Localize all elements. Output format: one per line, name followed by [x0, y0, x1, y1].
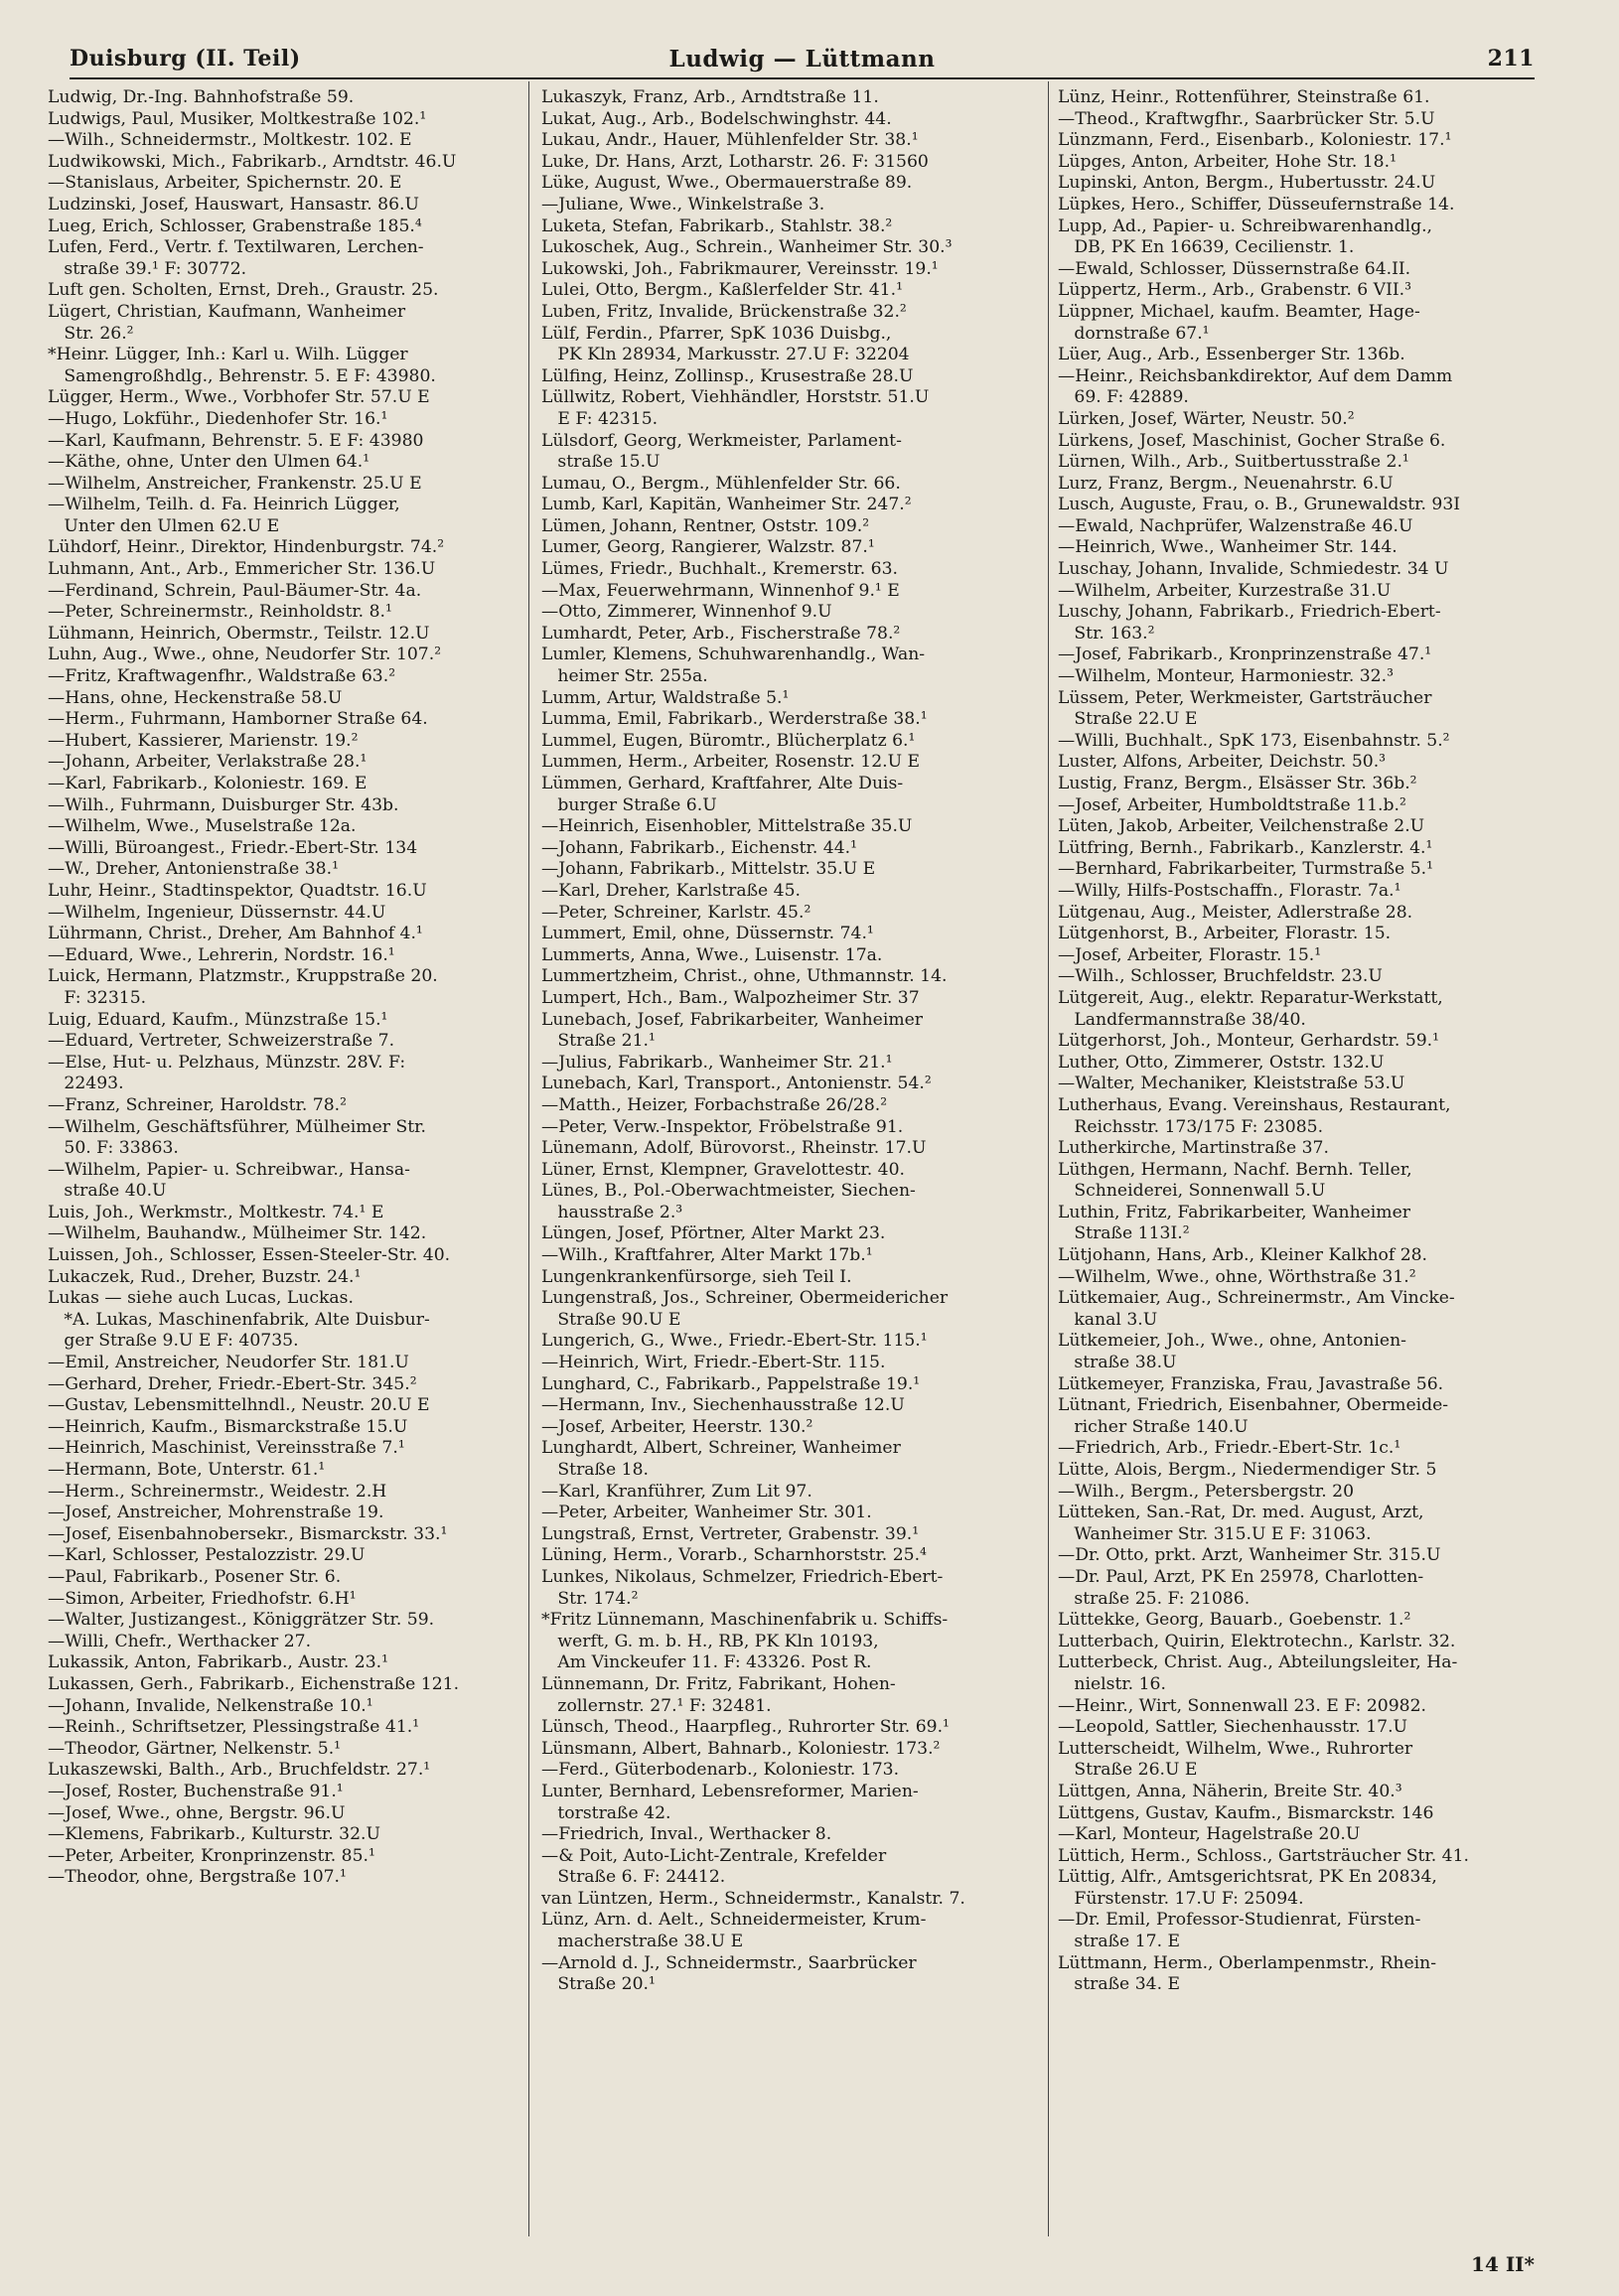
- directory-entry-line: —Otto, Zimmerer, Winnenhof 9.U: [541, 602, 832, 623]
- directory-column-3: [1058, 87, 1525, 1996]
- directory-entry-line: —Theodor, Gärtner, Nelkenstr. 5.¹: [48, 1738, 342, 1759]
- directory-entry-line: zollernstr. 27.¹ F: 32481.: [541, 1695, 772, 1716]
- directory-entry-line: Lumb, Karl, Kapitän, Wanheimer Str. 247.²: [541, 495, 912, 515]
- directory-entry-line: Lütgerhorst, Joh., Monteur, Gerhardstr. 59.¹: [1058, 1031, 1440, 1052]
- directory-entry-line: —Ewald, Schlosser, Düssernstraße 64.II.: [1058, 258, 1411, 279]
- directory-entry-line: Lüttgens, Gustav, Kaufm., Bismarckstr. 146: [1058, 1802, 1434, 1823]
- directory-entry-line: straße 17. E: [1058, 1932, 1181, 1952]
- directory-entry-line: —Ferd., Güterbodenarb., Koloniestr. 173.: [541, 1760, 900, 1781]
- directory-entry-line: —Peter, Arbeiter, Wanheimer Str. 301.: [541, 1503, 872, 1523]
- directory-entry-line: —Josef, Wwe., ohne, Bergstr. 96.U: [48, 1802, 346, 1823]
- directory-entry-line: werft, G. m. b. H., RB, PK Kln 10193,: [541, 1631, 879, 1651]
- directory-entry-line: —Herm., Schreinermstr., Weidestr. 2.H: [48, 1481, 387, 1502]
- directory-entry-line: Lunebach, Josef, Fabrikarbeiter, Wanheimer: [541, 1009, 924, 1030]
- directory-entry-line: Lufen, Ferd., Vertr. f. Textilwaren, Lerchen-: [48, 237, 424, 258]
- directory-entry-line: —Walter, Mechaniker, Kleiststraße 53.U: [1058, 1074, 1405, 1094]
- directory-entry-line: hausstraße 2.³: [541, 1202, 683, 1222]
- directory-entry-line: —Peter, Schreiner, Karlstr. 45.²: [541, 902, 811, 923]
- directory-entry-line: —Johann, Fabrikarb., Mittelstr. 35.U E: [541, 859, 876, 880]
- directory-entry-line: —Karl, Kaufmann, Behrenstr. 5. E F: 43980: [48, 430, 424, 451]
- directory-entry-line: Lummertzheim, Christ., ohne, Uthmannstr. 14.: [541, 966, 948, 987]
- directory-entry-line: Lukowski, Joh., Fabrikmaurer, Vereinsstr. 19.¹: [541, 258, 939, 279]
- directory-entry-line: —Willi, Buchhalt., SpK 173, Eisenbahnstr. 5.²: [1058, 730, 1450, 751]
- directory-entry-line: Lunebach, Karl, Transport., Antonienstr. 54.²: [541, 1074, 932, 1094]
- directory-entry-line: Straße 113I.²: [1058, 1223, 1190, 1244]
- directory-entry-line: Straße 21.¹: [541, 1031, 656, 1052]
- directory-entry-line: —Heinrich, Kaufm., Bismarckstraße 15.U: [48, 1416, 408, 1437]
- directory-entry-line: Straße 20.¹: [541, 1974, 656, 1995]
- directory-entry-line: —Josef, Anstreicher, Mohrenstraße 19.: [48, 1503, 384, 1523]
- directory-entry-line: —Karl, Schlosser, Pestalozzistr. 29.U: [48, 1545, 366, 1566]
- directory-entry-line: Ludwikowski, Mich., Fabrikarb., Arndtstr. 46.U: [48, 151, 457, 172]
- directory-entry-line: —Eduard, Vertreter, Schweizerstraße 7.: [48, 1031, 395, 1052]
- directory-entry-line: —Wilh., Kraftfahrer, Alter Markt 17b.¹: [541, 1245, 873, 1266]
- directory-entry-line: Lupp, Ad., Papier- u. Schreibwarenhandlg.,: [1058, 215, 1432, 236]
- directory-entry-line: —Hubert, Kassierer, Marienstr. 19.²: [48, 730, 359, 751]
- directory-entry-line: Straße 26.U E: [1058, 1760, 1198, 1781]
- directory-entry-line: Ludwigs, Paul, Musiker, Moltkestraße 102.¹: [48, 108, 427, 129]
- directory-entry-line: Lukat, Aug., Arb., Bodelschwinghstr. 44.: [541, 108, 892, 129]
- directory-entry-line: Lunter, Bernhard, Lebensreformer, Marien-: [541, 1781, 919, 1801]
- directory-entry-line: —Heinr., Wirt, Sonnenwall 23. E F: 20982.: [1058, 1695, 1426, 1716]
- directory-entry-line: Lutterscheidt, Wilhelm, Wwe., Ruhrorter: [1058, 1738, 1413, 1759]
- directory-entry-line: Lukassik, Anton, Fabrikarb., Austr. 23.¹: [48, 1652, 389, 1673]
- directory-entry-line: —Dr. Emil, Professor-Studienrat, Fürsten-: [1058, 1910, 1421, 1931]
- directory-entry-line: Lütgenau, Aug., Meister, Adlerstraße 28.: [1058, 902, 1413, 923]
- directory-entry-line: —Wilhelm, Monteur, Harmoniestr. 32.³: [1058, 666, 1394, 687]
- directory-entry-line: Str. 174.²: [541, 1588, 639, 1609]
- directory-entry-line: Lusch, Auguste, Frau, o. B., Grunewaldstr. 93I: [1058, 495, 1461, 515]
- directory-entry-line: *A. Lukas, Maschinenfabrik, Alte Duisbur-: [48, 1309, 430, 1330]
- directory-entry-line: —Theodor, ohne, Bergstraße 107.¹: [48, 1867, 347, 1888]
- directory-entry-line: —Juliane, Wwe., Winkelstraße 3.: [541, 194, 825, 215]
- directory-entry-line: —Franz, Schreiner, Haroldstr. 78.²: [48, 1094, 347, 1115]
- directory-entry-line: 50. F: 33863.: [48, 1138, 179, 1159]
- directory-entry-line: Lutherkirche, Martinstraße 37.: [1058, 1138, 1329, 1159]
- directory-entry-line: straße 38.U: [1058, 1353, 1177, 1373]
- directory-entry-line: —Herm., Fuhrmann, Hamborner Straße 64.: [48, 709, 428, 730]
- directory-entry-line: Lutherhaus, Evang. Vereinshaus, Restaurant,: [1058, 1094, 1451, 1115]
- directory-entry-line: Lütgenhorst, B., Arbeiter, Florastr. 15.: [1058, 924, 1392, 944]
- directory-entry-line: Lütfring, Bernh., Fabrikarb., Kanzlerstr. 4.¹: [1058, 837, 1433, 858]
- directory-entry-line: —Willi, Büroangest., Friedr.-Ebert-Str. 134: [48, 837, 418, 858]
- directory-entry-line: F: 32315.: [48, 987, 147, 1008]
- directory-entry-line: Unter den Ulmen 62.U E: [48, 515, 280, 536]
- directory-entry-line: Lüssem, Peter, Werkmeister, Gartsträucher: [1058, 687, 1432, 708]
- directory-entry-line: Ludwig, Dr.-Ing. Bahnhofstraße 59.: [48, 87, 355, 107]
- column-divider: [1048, 81, 1049, 2236]
- directory-entry-line: Lukaczek, Rud., Dreher, Buzstr. 24.¹: [48, 1266, 362, 1287]
- directory-entry-line: —Else, Hut- u. Pelzhaus, Münzstr. 28V. F:: [48, 1052, 406, 1073]
- directory-entry-line: Lüllwitz, Robert, Viehhändler, Horststr. 51.U: [541, 387, 930, 408]
- directory-entry-line: —Wilhelm, Papier- u. Schreibwar., Hansa-: [48, 1159, 410, 1180]
- directory-entry-line: Lünes, B., Pol.-Oberwachtmeister, Siechen-: [541, 1181, 916, 1202]
- directory-entry-line: —Simon, Arbeiter, Friedhofstr. 6.H¹: [48, 1588, 357, 1609]
- directory-entry-line: Luster, Alfons, Arbeiter, Deichstr. 50.³: [1058, 752, 1387, 773]
- directory-entry-line: —Josef, Fabrikarb., Kronprinzenstraße 47.¹: [1058, 645, 1432, 665]
- directory-entry-line: Lüpges, Anton, Arbeiter, Hohe Str. 18.¹: [1058, 151, 1397, 172]
- directory-entry-line: Lühmann, Heinrich, Obermstr., Teilstr. 12.U: [48, 623, 430, 644]
- directory-entry-line: —Josef, Roster, Buchenstraße 91.¹: [48, 1781, 344, 1801]
- directory-entry-line: Lunghardt, Albert, Schreiner, Wanheimer: [541, 1438, 901, 1459]
- directory-entry-line: Lütjohann, Hans, Arb., Kleiner Kalkhof 28.: [1058, 1245, 1428, 1266]
- directory-entry-line: Lurz, Franz, Bergm., Neuenahrstr. 6.U: [1058, 473, 1394, 494]
- directory-entry-line: —Wilhelm, Wwe., Muselstraße 12a.: [48, 816, 357, 837]
- directory-entry-line: straße 40.U: [48, 1181, 167, 1202]
- directory-entry-line: Lüner, Ernst, Klempner, Gravelottestr. 40.: [541, 1159, 905, 1180]
- directory-entry-line: —Karl, Kranführer, Zum Lit 97.: [541, 1481, 812, 1502]
- directory-entry-line: —Wilhelm, Teilh. d. Fa. Heinrich Lügger,: [48, 495, 400, 515]
- directory-entry-line: Lukas — siehe auch Lucas, Luckas.: [48, 1288, 354, 1309]
- directory-entry-line: Lülsdorf, Georg, Werkmeister, Parlament-: [541, 430, 902, 451]
- directory-entry-line: Lummert, Emil, ohne, Düssernstr. 74.¹: [541, 924, 874, 944]
- directory-entry-line: Luig, Eduard, Kaufm., Münzstraße 15.¹: [48, 1009, 388, 1030]
- footer-signature: 14 II*: [1471, 2252, 1535, 2276]
- directory-entry-line: Lüke, August, Wwe., Obermauerstraße 89.: [541, 173, 913, 194]
- directory-entry-line: —Johann, Fabrikarb., Eichenstr. 44.¹: [541, 837, 857, 858]
- directory-entry-line: Lügert, Christian, Kaufmann, Wanheimer: [48, 301, 406, 322]
- directory-entry-line: —Max, Feuerwehrmann, Winnenhof 9.¹ E: [541, 580, 900, 601]
- directory-entry-line: Lünz, Heinr., Rottenführer, Steinstraße 61.: [1058, 87, 1430, 107]
- directory-entry-line: Lüttgen, Anna, Näherin, Breite Str. 40.³: [1058, 1781, 1402, 1801]
- directory-entry-line: Lukassen, Gerh., Fabrikarb., Eichenstraße 121.: [48, 1673, 460, 1694]
- directory-entry-line: —Hermann, Bote, Unterstr. 61.¹: [48, 1460, 326, 1480]
- directory-entry-line: —Ewald, Nachprüfer, Walzenstraße 46.U: [1058, 515, 1413, 536]
- directory-entry-line: —Josef, Arbeiter, Humboldtstraße 11.b.²: [1058, 794, 1406, 815]
- directory-entry-line: Lüning, Herm., Vorarb., Scharnhorststr. 25.⁴: [541, 1545, 927, 1566]
- directory-entry-line: Wanheimer Str. 315.U E F: 31063.: [1058, 1523, 1372, 1544]
- directory-entry-line: Lünnemann, Dr. Fritz, Fabrikant, Hohen-: [541, 1673, 896, 1694]
- directory-entry-line: Lunghard, C., Fabrikarb., Pappelstraße 19.¹: [541, 1373, 921, 1394]
- directory-entry-line: —Heinrich, Wirt, Friedr.-Ebert-Str. 115.: [541, 1353, 886, 1373]
- directory-entry-line: —Wilhelm, Wwe., ohne, Wörthstraße 31.²: [1058, 1266, 1416, 1287]
- directory-entry-line: burger Straße 6.U: [541, 794, 717, 815]
- directory-column-1: [48, 87, 515, 1889]
- directory-entry-line: —Julius, Fabrikarb., Wanheimer Str. 21.¹: [541, 1052, 893, 1073]
- directory-entry-line: Lütgereit, Aug., elektr. Reparatur-Werkstatt,: [1058, 987, 1443, 1008]
- directory-entry-line: —Wilhelm, Anstreicher, Frankenstr. 25.U E: [48, 473, 422, 494]
- directory-entry-line: —& Poit, Auto-Licht-Zentrale, Krefelder: [541, 1845, 887, 1866]
- directory-entry-line: —Paul, Fabrikarb., Posener Str. 6.: [48, 1566, 342, 1587]
- directory-entry-line: —Fritz, Kraftwagenfhr., Waldstraße 63.²: [48, 666, 396, 687]
- directory-entry-line: —Walter, Justizangest., Königgrätzer Str. 59.: [48, 1610, 435, 1631]
- directory-entry-line: Lunkes, Nikolaus, Schmelzer, Friedrich-Ebert-: [541, 1566, 944, 1587]
- directory-entry-line: Lümen, Johann, Rentner, Oststr. 109.²: [541, 515, 870, 536]
- directory-entry-line: Luthin, Fritz, Fabrikarbeiter, Wanheimer: [1058, 1202, 1410, 1222]
- directory-entry-line: Lutterbach, Quirin, Elektrotechn., Karlstr. 32.: [1058, 1631, 1456, 1651]
- directory-entry-line: nielstr. 16.: [1058, 1673, 1166, 1694]
- directory-entry-line: Lupinski, Anton, Bergm., Hubertusstr. 24.U: [1058, 173, 1436, 194]
- directory-entry-line: —Willy, Hilfs-Postschaffn., Florastr. 7a.¹: [1058, 880, 1401, 901]
- directory-entry-line: —Karl, Monteur, Hagelstraße 20.U: [1058, 1824, 1361, 1845]
- directory-entry-line: —Heinrich, Wwe., Wanheimer Str. 144.: [1058, 537, 1398, 558]
- directory-entry-line: macherstraße 38.U E: [541, 1932, 744, 1952]
- directory-entry-line: Lünsmann, Albert, Bahnarb., Koloniestr. 173.²: [541, 1738, 941, 1759]
- directory-entry-line: Lülfing, Heinz, Zollinsp., Krusestraße 28.U: [541, 365, 914, 386]
- directory-entry-line: torstraße 42.: [541, 1802, 671, 1823]
- directory-entry-line: —Emil, Anstreicher, Neudorfer Str. 181.U: [48, 1353, 409, 1373]
- directory-entry-line: —Klemens, Fabrikarb., Kulturstr. 32.U: [48, 1824, 380, 1845]
- directory-entry-line: *Fritz Lünnemann, Maschinenfabrik u. Schiffs-: [541, 1610, 949, 1631]
- directory-entry-line: Ludzinski, Josef, Hauswart, Hansastr. 86.U: [48, 194, 419, 215]
- directory-entry-line: Str. 26.²: [48, 323, 134, 344]
- directory-entry-line: Fürstenstr. 17.U F: 25094.: [1058, 1888, 1304, 1909]
- directory-entry-line: —Wilhelm, Arbeiter, Kurzestraße 31.U: [1058, 580, 1392, 601]
- directory-entry-line: Lutterbeck, Christ. Aug., Abteilungsleiter, Ha-: [1058, 1652, 1458, 1673]
- directory-entry-line: Lummerts, Anna, Wwe., Luisenstr. 17a.: [541, 944, 883, 965]
- directory-entry-line: —Gustav, Lebensmittelhndl., Neustr. 20.U E: [48, 1395, 430, 1416]
- directory-entry-line: —Reinh., Schriftsetzer, Plessingstraße 41.¹: [48, 1717, 420, 1738]
- directory-entry-line: Lügger, Herm., Wwe., Vorbhofer Str. 57.U E: [48, 387, 430, 408]
- directory-entry-line: Lüthgen, Hermann, Nachf. Bernh. Teller,: [1058, 1159, 1412, 1180]
- directory-entry-line: Straße 90.U E: [541, 1309, 681, 1330]
- directory-entry-line: —Wilhelm, Ingenieur, Düssernstr. 44.U: [48, 902, 386, 923]
- directory-entry-line: Lüppertz, Herm., Arb., Grabenstr. 6 VII.³: [1058, 280, 1412, 301]
- directory-entry-line: —Willi, Chefr., Werthacker 27.: [48, 1631, 312, 1651]
- directory-entry-line: Reichsstr. 173/175 F: 23085.: [1058, 1116, 1324, 1137]
- directory-entry-line: —Wilhelm, Geschäftsführer, Mülheimer Str.: [48, 1116, 426, 1137]
- directory-entry-line: Lührmann, Christ., Dreher, Am Bahnhof 4.¹: [48, 924, 423, 944]
- directory-entry-line: Lumm, Artur, Waldstraße 5.¹: [541, 687, 790, 708]
- directory-entry-line: Lumhardt, Peter, Arb., Fischerstraße 78.²: [541, 623, 901, 644]
- directory-entry-line: —Heinr., Reichsbankdirektor, Auf dem Damm: [1058, 365, 1453, 386]
- directory-column-2: [541, 87, 1008, 1996]
- directory-entry-line: Straße 22.U E: [1058, 709, 1198, 730]
- directory-entry-line: Lürkens, Josef, Maschinist, Gocher Straße 6.: [1058, 430, 1446, 451]
- directory-entry-line: —Friedrich, Inval., Werthacker 8.: [541, 1824, 832, 1845]
- directory-entry-line: Lümmen, Gerhard, Kraftfahrer, Alte Duis-: [541, 774, 904, 793]
- directory-entry-line: Lummen, Herm., Arbeiter, Rosenstr. 12.U E: [541, 752, 921, 773]
- page-number: 211: [1487, 46, 1535, 72]
- directory-entry-line: —Gerhard, Dreher, Friedr.-Ebert-Str. 345.²: [48, 1373, 417, 1394]
- directory-entry-line: Lümes, Friedr., Buchhalt., Kremerstr. 63.: [541, 559, 898, 580]
- directory-entry-line: Lüttich, Herm., Schloss., Gartsträucher Str. 41.: [1058, 1845, 1470, 1866]
- directory-entry-line: Lumer, Georg, Rangierer, Walzstr. 87.¹: [541, 537, 875, 558]
- directory-entry-line: —Wilh., Fuhrmann, Duisburger Str. 43b.: [48, 794, 399, 815]
- directory-entry-line: Lüttig, Alfr., Amtsgerichtsrat, PK En 20834,: [1058, 1867, 1437, 1888]
- directory-entry-line: Landfermannstraße 38/40.: [1058, 1009, 1306, 1030]
- directory-entry-line: Lumler, Klemens, Schuhwarenhandlg., Wan-: [541, 645, 926, 665]
- directory-entry-line: —Dr. Otto, prkt. Arzt, Wanheimer Str. 315.U: [1058, 1545, 1441, 1566]
- directory-entry-line: —Wilh., Schlosser, Bruchfeldstr. 23.U: [1058, 966, 1383, 987]
- directory-entry-line: —Josef, Eisenbahnobersekr., Bismarckstr. 33.¹: [48, 1523, 448, 1544]
- directory-entry-line: Schneiderei, Sonnenwall 5.U: [1058, 1181, 1326, 1202]
- directory-entry-line: —Hugo, Lokführ., Diedenhofer Str. 16.¹: [48, 408, 388, 429]
- directory-entry-line: Luissen, Joh., Schlosser, Essen-Steeler-Str. 40.: [48, 1245, 451, 1266]
- directory-entry-line: Luben, Fritz, Invalide, Brückenstraße 32.²: [541, 301, 907, 322]
- directory-entry-line: Lüttmann, Herm., Oberlampenmstr., Rhein-: [1058, 1952, 1437, 1973]
- directory-entry-line: DB, PK En 16639, Cecilienstr. 1.: [1058, 237, 1355, 258]
- directory-entry-line: Luther, Otto, Zimmerer, Oststr. 132.U: [1058, 1052, 1385, 1073]
- directory-entry-line: Lünzmann, Ferd., Eisenbarb., Koloniestr. 17.¹: [1058, 130, 1452, 151]
- directory-entry-line: Luhr, Heinr., Stadtinspektor, Quadtstr. 16.U: [48, 880, 427, 901]
- directory-entry-line: Luick, Hermann, Platzmstr., Kruppstraße 20.: [48, 966, 438, 987]
- directory-entry-line: Lulei, Otto, Bergm., Kaßlerfelder Str. 41.¹: [541, 280, 903, 301]
- directory-entry-line: 69. F: 42889.: [1058, 387, 1189, 408]
- directory-entry-line: Lülf, Ferdin., Pfarrer, SpK 1036 Duisbg.,: [541, 323, 892, 344]
- directory-entry-line: —Arnold d. J., Schneidermstr., Saarbrücker: [541, 1952, 917, 1973]
- directory-entry-line: Lütnant, Friedrich, Eisenbahner, Obermeide-: [1058, 1395, 1449, 1416]
- directory-entry-line: Lünz, Arn. d. Aelt., Schneidermeister, Krum-: [541, 1910, 927, 1931]
- directory-entry-line: Lueg, Erich, Schlosser, Grabenstraße 185.⁴: [48, 215, 422, 236]
- directory-entry-line: Lukaszewski, Balth., Arb., Bruchfeldstr. 27.¹: [48, 1760, 431, 1781]
- directory-entry-line: —Heinrich, Eisenhobler, Mittelstraße 35.U: [541, 816, 913, 837]
- directory-entry-line: Lungenkrankenfürsorge, sieh Teil I.: [541, 1266, 852, 1287]
- directory-entry-line: —Johann, Invalide, Nelkenstraße 10.¹: [48, 1695, 373, 1716]
- directory-entry-line: Lungstraß, Ernst, Vertreter, Grabenstr. 39.¹: [541, 1523, 920, 1544]
- directory-entry-line: Straße 18.: [541, 1460, 649, 1480]
- header-name-range: Ludwig — Lüttmann: [668, 46, 936, 72]
- directory-entry-line: Lütkemeyer, Franziska, Frau, Javastraße 56.: [1058, 1373, 1444, 1394]
- directory-entry-line: —Hans, ohne, Heckenstraße 58.U: [48, 687, 343, 708]
- directory-entry-line: —Karl, Fabrikarb., Koloniestr. 169. E: [48, 774, 368, 793]
- directory-entry-line: 22493.: [48, 1074, 124, 1094]
- directory-entry-line: Lühdorf, Heinr., Direktor, Hindenburgstr. 74.²: [48, 537, 445, 558]
- directory-entry-line: —Heinrich, Maschinist, Vereinsstraße 7.¹: [48, 1438, 405, 1459]
- directory-entry-line: Lünsch, Theod., Haarpfleg., Ruhrorter Str. 69.¹: [541, 1717, 950, 1738]
- directory-entry-line: Luke, Dr. Hans, Arzt, Lotharstr. 26. F: 31560: [541, 151, 929, 172]
- directory-entry-line: —Ferdinand, Schrein, Paul-Bäumer-Str. 4a.: [48, 580, 422, 601]
- directory-entry-line: —Peter, Verw.-Inspektor, Fröbelstraße 91.: [541, 1116, 904, 1137]
- directory-entry-line: Lütkemeier, Joh., Wwe., ohne, Antonien-: [1058, 1331, 1406, 1352]
- directory-entry-line: —Theod., Kraftwgfhr., Saarbrücker Str. 5.U: [1058, 108, 1435, 129]
- directory-entry-line: E F: 42315.: [541, 408, 659, 429]
- directory-entry-line: Luhn, Aug., Wwe., ohne, Neudorfer Str. 107.²: [48, 645, 442, 665]
- directory-entry-line: Lumau, O., Bergm., Mühlenfelder Str. 66.: [541, 473, 901, 494]
- directory-entry-line: Lüngen, Josef, Pförtner, Alter Markt 23.: [541, 1223, 886, 1244]
- directory-entry-line: —Peter, Arbeiter, Kronprinzenstr. 85.¹: [48, 1845, 375, 1866]
- directory-entry-line: straße 39.¹ F: 30772.: [48, 258, 247, 279]
- directory-entry-line: Lütteken, San.-Rat, Dr. med. August, Arzt,: [1058, 1503, 1424, 1523]
- directory-entry-line: Am Vinckeufer 11. F: 43326. Post R.: [541, 1652, 872, 1673]
- directory-entry-line: heimer Str. 255a.: [541, 666, 708, 687]
- directory-entry-line: Luketa, Stefan, Fabrikarb., Stahlstr. 38.²: [541, 215, 893, 236]
- directory-entry-line: —Josef, Arbeiter, Florastr. 15.¹: [1058, 944, 1322, 965]
- header-city: Duisburg (II. Teil): [70, 46, 301, 72]
- directory-entry-line: —Dr. Paul, Arzt, PK En 25978, Charlotten-: [1058, 1566, 1424, 1587]
- directory-entry-line: straße 15.U: [541, 452, 661, 473]
- directory-entry-line: Lukoschek, Aug., Schrein., Wanheimer Str. 30.³: [541, 237, 953, 258]
- directory-entry-line: Lumpert, Hch., Bam., Walpozheimer Str. 37: [541, 987, 920, 1008]
- directory-entry-line: —Matth., Heizer, Forbachstraße 26/28.²: [541, 1094, 888, 1115]
- directory-entry-line: Lukau, Andr., Hauer, Mühlenfelder Str. 38.¹: [541, 130, 919, 151]
- page-header: [70, 44, 1535, 79]
- directory-entry-line: —Hermann, Inv., Siechenhausstraße 12.U: [541, 1395, 905, 1416]
- directory-entry-line: Lüttekke, Georg, Bauarb., Goebenstr. 1.²: [1058, 1610, 1411, 1631]
- directory-entry-line: Lustig, Franz, Bergm., Elsässer Str. 36b.²: [1058, 774, 1417, 793]
- directory-entry-line: —W., Dreher, Antonienstraße 38.¹: [48, 859, 339, 880]
- directory-entry-line: straße 34. E: [1058, 1974, 1181, 1995]
- directory-entry-line: —Käthe, ohne, Unter den Ulmen 64.¹: [48, 452, 370, 473]
- directory-entry-line: —Wilh., Bergm., Petersbergstr. 20: [1058, 1481, 1355, 1502]
- directory-entry-line: Luhmann, Ant., Arb., Emmericher Str. 136.U: [48, 559, 436, 580]
- directory-entry-line: ger Straße 9.U E F: 40735.: [48, 1331, 299, 1352]
- directory-entry-line: —Josef, Arbeiter, Heerstr. 130.²: [541, 1416, 813, 1437]
- directory-entry-line: Lungerich, G., Wwe., Friedr.-Ebert-Str. 115.¹: [541, 1331, 928, 1352]
- directory-entry-line: Lüpkes, Hero., Schiffer, Düsseufernstraße 14.: [1058, 194, 1455, 215]
- directory-entry-line: Luis, Joh., Werkmstr., Moltkestr. 74.¹ E: [48, 1202, 384, 1222]
- directory-entry-line: —Friedrich, Arb., Friedr.-Ebert-Str. 1c.¹: [1058, 1438, 1401, 1459]
- directory-entry-line: Lüten, Jakob, Arbeiter, Veilchenstraße 2.U: [1058, 816, 1425, 837]
- directory-entry-line: richer Straße 140.U: [1058, 1416, 1249, 1437]
- directory-entry-line: Lütte, Alois, Bergm., Niedermendiger Str. 5: [1058, 1460, 1437, 1480]
- directory-entry-line: Lüer, Aug., Arb., Essenberger Str. 136b.: [1058, 345, 1405, 365]
- directory-entry-line: PK Kln 28934, Markusstr. 27.U F: 32204: [541, 345, 910, 365]
- directory-entry-line: Lumma, Emil, Fabrikarb., Werderstraße 38.¹: [541, 709, 928, 730]
- directory-entry-line: *Heinr. Lügger, Inh.: Karl u. Wilh. Lügger: [48, 345, 408, 365]
- directory-entry-line: Lürnen, Wilh., Arb., Suitbertusstraße 2.¹: [1058, 452, 1409, 473]
- directory-entry-line: van Lüntzen, Herm., Schneidermstr., Kanalstr. 7.: [541, 1888, 965, 1909]
- directory-entry-line: straße 25. F: 21086.: [1058, 1588, 1251, 1609]
- directory-entry-line: —Leopold, Sattler, Siechenhausstr. 17.U: [1058, 1717, 1408, 1738]
- directory-entry-line: dornstraße 67.¹: [1058, 323, 1210, 344]
- directory-entry-line: —Wilhelm, Bauhandw., Mülheimer Str. 142.: [48, 1223, 427, 1244]
- directory-entry-line: Lüppner, Michael, kaufm. Beamter, Hage-: [1058, 301, 1420, 322]
- directory-entry-line: Str. 163.²: [1058, 623, 1155, 644]
- directory-entry-line: kanal 3.U: [1058, 1309, 1158, 1330]
- directory-entry-line: —Peter, Schreinermstr., Reinholdstr. 8.¹: [48, 602, 392, 623]
- directory-entry-line: —Stanislaus, Arbeiter, Spichernstr. 20. E: [48, 173, 402, 194]
- directory-entry-line: Straße 6. F: 24412.: [541, 1867, 726, 1888]
- directory-entry-line: Lummel, Eugen, Büromtr., Blücherplatz 6.¹: [541, 730, 916, 751]
- directory-entry-line: —Eduard, Wwe., Lehrerin, Nordstr. 16.¹: [48, 944, 395, 965]
- directory-entry-line: Lünemann, Adolf, Bürovorst., Rheinstr. 17.U: [541, 1138, 927, 1159]
- directory-entry-line: Samengroßhdlg., Behrenstr. 5. E F: 43980.: [48, 365, 436, 386]
- directory-entry-line: Lürken, Josef, Wärter, Neustr. 50.²: [1058, 408, 1355, 429]
- directory-entry-line: Luft gen. Scholten, Ernst, Dreh., Graustr. 25.: [48, 280, 439, 301]
- directory-entry-line: Luschay, Johann, Invalide, Schmiedestr. 34 U: [1058, 559, 1449, 580]
- directory-entry-line: —Karl, Dreher, Karlstraße 45.: [541, 880, 802, 901]
- directory-entry-line: Lütkemaier, Aug., Schreinermstr., Am Vincke-: [1058, 1288, 1455, 1309]
- column-divider: [528, 81, 529, 2236]
- directory-entry-line: —Bernhard, Fabrikarbeiter, Turmstraße 5.¹: [1058, 859, 1433, 880]
- directory-entry-line: —Johann, Arbeiter, Verlakstraße 28.¹: [48, 752, 368, 773]
- directory-entry-line: Lungenstraß, Jos., Schreiner, Obermeidericher: [541, 1288, 949, 1309]
- directory-entry-line: Lukaszyk, Franz, Arb., Arndtstraße 11.: [541, 87, 879, 107]
- directory-entry-line: —Wilh., Schneidermstr., Moltkestr. 102. E: [48, 130, 412, 151]
- directory-entry-line: Luschy, Johann, Fabrikarb., Friedrich-Ebert-: [1058, 602, 1441, 623]
